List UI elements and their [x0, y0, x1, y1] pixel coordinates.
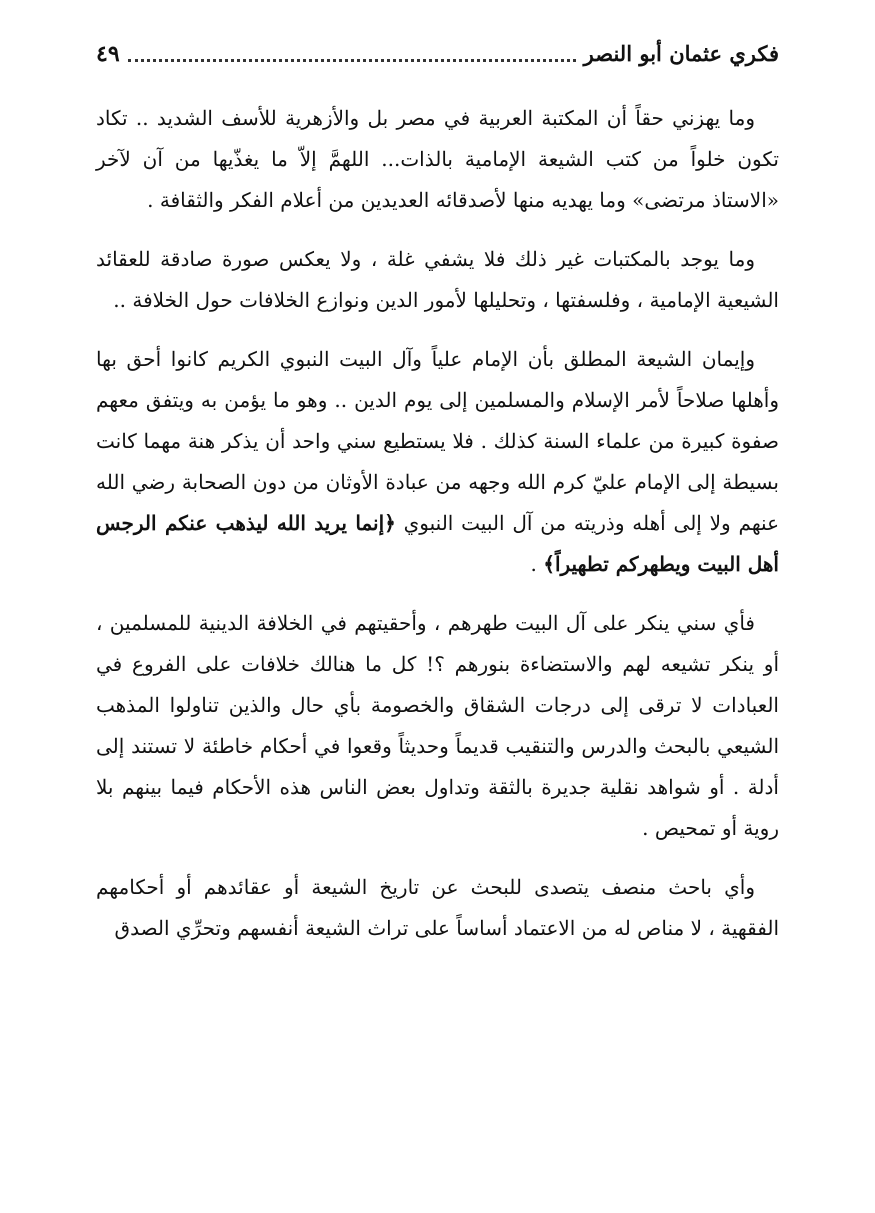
paragraph-3 — [96, 339, 779, 585]
paragraph-1 — [96, 98, 779, 221]
paragraph-4 — [96, 603, 779, 849]
paragraph-text: وإيمان الشيعة المطلق بأن الإمام علياً وآل البيت النبوي الكريم كانوا أحق بها وأهلها صلاحاً لأمر الإسلام والمسلمين إلى يوم الدين .. وهو ما يؤمن به ويتفق معهم صفوة كبيرة من علماء السنة كذلك . فلا يستطيع سني واحد أن يذكر هنة مهما كانت بسيطة إلى الإمام عليّ كرم الله وجهه من عبادة الأوثان من دون الصحابة رضي الله عنهم ولا إلى أهله وذريته من آل البيت النبوي — [96, 347, 780, 535]
header-author: فكري عثمان أبو النصر — [583, 41, 779, 66]
page-number: ٤٩ — [96, 41, 120, 67]
paragraph-text: وما يوجد بالمكتبات غير ذلك فلا يشفي غلة ، ولا يعكس صورة صادقة للعقائد الشيعية الإمامية ، وفلسفتها ، وتحليلها لأمور الدين ونوازع الخلافات حول الخلافة .. — [96, 247, 779, 312]
paragraph-text: فأي سني ينكر على آل البيت طهرهم ، وأحقيتهم في الخلافة الدينية للمسلمين ، أو ينكر تشيعه لهم والاستضاءة بنورهم ؟! كل ما هنالك خلافات على الفروع في العبادات لا ترقى إلى درجات الشقاق والخصومة بأي حال والذين تناولوا المذهب الشيعي بالبحث والدرس والتنقيب قديماً وحديثاً وقعوا في أحكام خاطئة لا تستند إلى أدلة . أو شواهد نقلية جديرة بالثقة وتداول بعض الناس هذه الأحكام فيما بينهم بلا روية أو تمحيص . — [96, 611, 779, 840]
paragraph-2 — [96, 239, 779, 321]
paragraph-text: وما يهزني حقاً أن المكتبة العربية في مصر بل والأزهرية للأسف الشديد .. تكاد تكون خلواً من كتب الشيعة الإمامية بالذات... اللهمَّ إلاّ ما يغذّيها من آن لآخر «الاستاذ مرتضى» وما يهديه منها لأصدقائه العديدين من أعلام الفكر والثقافة . — [96, 106, 779, 212]
body-text — [96, 98, 779, 949]
quran-verse: ﴿إنما يريد الله ليذهب عنكم الرجس أهل البيت ويطهركم تطهيراً﴾ — [96, 511, 779, 576]
paragraph-text: وأي باحث منصف يتصدى للبحث عن تاريخ الشيعة أو عقائدهم أو أحكامهم الفقهية ، لا مناص له من الاعتماد أساساً على تراث الشيعة أنفسهم وتحرِّي الصدق — [96, 875, 779, 940]
header-dot-leader — [128, 58, 576, 62]
running-header — [96, 34, 779, 68]
paragraph-5 — [96, 867, 779, 949]
paragraph-text-end: . — [530, 552, 544, 576]
